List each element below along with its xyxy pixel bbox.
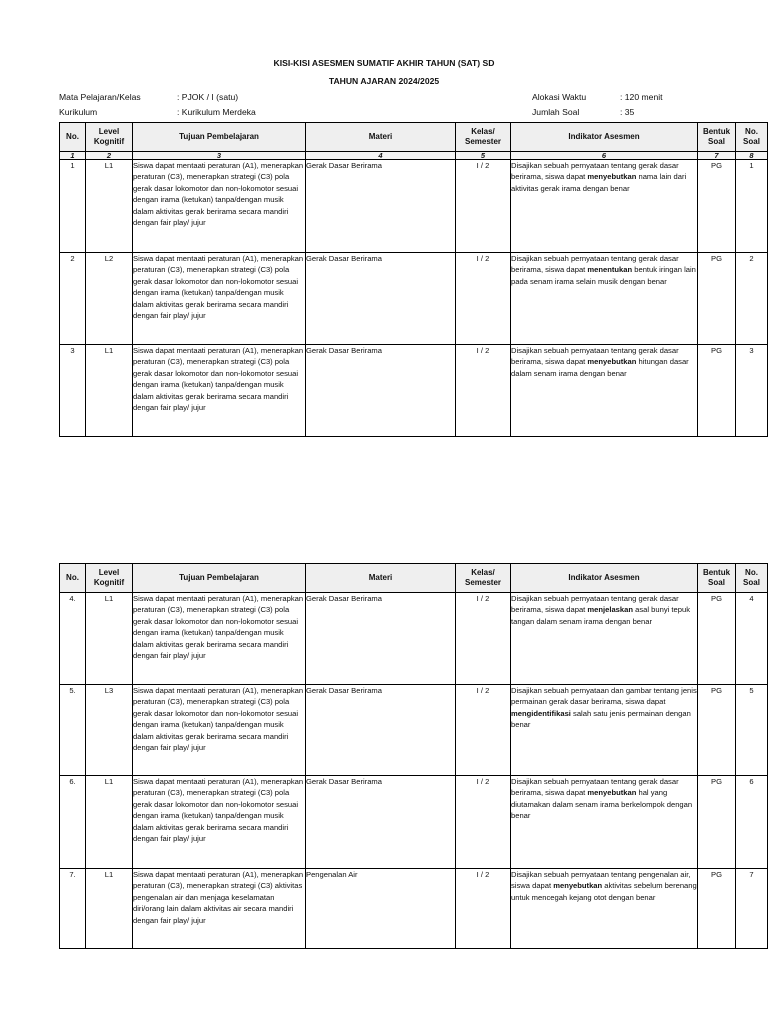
- level-kognitif: L3: [86, 685, 133, 776]
- column-header-level-kognitif: Level Kognitif: [86, 564, 133, 593]
- kisi-table-2: [59, 563, 768, 949]
- kurikulum-label: Kurikulum: [59, 107, 98, 117]
- document-subtitle: TAHUN AJARAN 2024/2025: [328, 76, 440, 86]
- materi: Gerak Dasar Berirama: [306, 593, 456, 685]
- indikator-text: Disajikan sebuah pernyataan tentang gerak dasar berirama, siswa dapat: [511, 346, 679, 367]
- row-number: 3: [60, 345, 86, 437]
- bentuk-soal: PG: [698, 345, 736, 437]
- column-header-no: No.: [60, 564, 86, 593]
- no-soal: 7: [736, 869, 768, 949]
- column-number: 2: [86, 152, 133, 160]
- table-row: [60, 253, 768, 345]
- kelas-semester: I / 2: [456, 345, 511, 437]
- indikator-keyword: menjelaskan: [587, 605, 633, 615]
- header-row: [60, 564, 768, 593]
- level-kognitif: L1: [86, 345, 133, 437]
- indikator-keyword: menentukan: [587, 265, 633, 275]
- indikator-keyword: menyebutkan: [553, 881, 603, 891]
- alokasi-value: : 120 menit: [620, 92, 663, 102]
- bentuk-soal: PG: [698, 685, 736, 776]
- tujuan-pembelajaran: Siswa dapat mentaati peraturan (A1), menerapkan peraturan (C3), menerapkan strategi (C3) aktivitas pengenalan air dan menjaga keselamatan diri/orang lain dalam aktivitas air secara mandiri dengan fair play/ jujur: [133, 869, 306, 949]
- level-kognitif: L1: [86, 869, 133, 949]
- column-header-no-soal: No. Soal: [736, 564, 768, 593]
- indikator-keyword: mengidentifikasi: [511, 708, 571, 718]
- table-row: [60, 869, 768, 949]
- alokasi-label: Alokasi Waktu: [532, 92, 587, 102]
- materi: Gerak Dasar Berirama: [306, 776, 456, 869]
- bentuk-soal: PG: [698, 869, 736, 949]
- row-number: 7.: [60, 869, 86, 949]
- materi: Gerak Dasar Berirama: [306, 685, 456, 776]
- row-number: 2: [60, 253, 86, 345]
- indikator-asesmen: [511, 776, 698, 869]
- kelas-semester: I / 2: [456, 160, 511, 253]
- column-header-materi: Materi: [306, 564, 456, 593]
- indikator-text: nama lain dari aktivitas gerak irama dengan benar: [511, 172, 687, 193]
- tujuan-pembelajaran: Siswa dapat mentaati peraturan (A1), menerapkan peraturan (C3), menerapkan strategi (C3) pola gerak dasar lokomotor dan non-lokomotor sesuai dengan irama (ketukan) tanpa/dengan musik dalam aktivitas gerak berirama secara mandiri dengan fair play/ jujur: [133, 685, 306, 776]
- tujuan-pembelajaran: Siswa dapat mentaati peraturan (A1), menerapkan peraturan (C3), menerapkan strategi (C3) pola gerak dasar lokomotor dan non-lokomotor sesuai dengan irama (ketukan) tanpa/dengan musik dalam aktivitas gerak berirama secara mandiri dengan fair play/ jujur: [133, 776, 306, 869]
- table-row: [60, 776, 768, 869]
- mapel-value: : PJOK / I (satu): [177, 92, 239, 102]
- indikator-text: Disajikan sebuah pernyataan tentang gerak dasar berirama, siswa dapat: [511, 777, 679, 798]
- mapel-label: Mata Pelajaran/Kelas: [59, 92, 141, 102]
- indikator-asesmen: [511, 593, 698, 685]
- tujuan-pembelajaran: Siswa dapat mentaati peraturan (A1), menerapkan peraturan (C3), menerapkan strategi (C3) pola gerak dasar lokomotor dan non-lokomotor sesuai dengan irama (ketukan) tanpa/dengan musik dalam aktivitas gerak berirama secara mandiri dengan fair play/ jujur: [133, 593, 306, 685]
- indikator-text: bentuk iringan lain pada senam irama selain musik dengan benar: [511, 265, 696, 286]
- level-kognitif: L2: [86, 253, 133, 345]
- document-title: KISI-KISI ASESMEN SUMATIF AKHIR TAHUN (SAT) SD: [273, 58, 495, 68]
- kelas-semester: I / 2: [456, 253, 511, 345]
- indikator-asesmen: [511, 345, 698, 437]
- row-number: 6.: [60, 776, 86, 869]
- bentuk-soal: PG: [698, 160, 736, 253]
- table-row: [60, 160, 768, 253]
- kelas-semester: I / 2: [456, 776, 511, 869]
- table-row: [60, 685, 768, 776]
- tujuan-pembelajaran: Siswa dapat mentaati peraturan (A1), menerapkan peraturan (C3), menerapkan strategi (C3) pola gerak dasar lokomotor dan non-lokomotor sesuai dengan irama (ketukan) tanpa/dengan musik dalam aktivitas gerak berirama secara mandiri dengan fair play/ jujur: [133, 345, 306, 437]
- column-header-bentuk-soal: Bentuk Soal: [698, 564, 736, 593]
- indikator-text: Disajikan sebuah pernyataan tentang gerak dasar berirama, siswa dapat: [511, 254, 679, 275]
- materi: Gerak Dasar Berirama: [306, 253, 456, 345]
- indikator-text: Disajikan sebuah pernyataan dan gambar tentang jenis permainan gerak dasar berirama, siswa dapat: [511, 686, 697, 707]
- column-header-bentuk-soal: Bentuk Soal: [698, 123, 736, 152]
- column-number-row: [60, 152, 768, 160]
- column-number: 7: [698, 152, 736, 160]
- column-header-indikator-asesmen: Indikator Asesmen: [511, 123, 698, 152]
- kisi-table-1: [59, 122, 768, 437]
- indikator-keyword: menyebutkan: [587, 788, 637, 798]
- column-header-materi: Materi: [306, 123, 456, 152]
- column-header-no: No.: [60, 123, 86, 152]
- bentuk-soal: PG: [698, 776, 736, 869]
- bentuk-soal: PG: [698, 253, 736, 345]
- indikator-text: salah satu jenis permainan dengan benar: [511, 708, 691, 730]
- table-row: [60, 345, 768, 437]
- column-number: 5: [456, 152, 511, 160]
- indikator-text: Disajikan sebuah pernyataan tentang pengenalan air, siswa dapat: [511, 870, 691, 891]
- indikator-text: hal yang diutamakan dalam senam irama berkelompok dengan benar: [511, 788, 693, 821]
- tujuan-pembelajaran: Siswa dapat mentaati peraturan (A1), menerapkan peraturan (C3), menerapkan strategi (C3) pola gerak dasar lokomotor dan non-lokomotor sesuai dengan irama (ketukan) tanpa/dengan musik dalam aktivitas gerak berirama secara mandiri dengan fair play/ jujur: [133, 253, 306, 345]
- level-kognitif: L1: [86, 160, 133, 253]
- column-header-tujuan-pembelajaran: Tujuan Pembelajaran: [133, 123, 306, 152]
- jumlah-value: : 35: [620, 107, 635, 117]
- indikator-text: Disajikan sebuah pernyataan tentang gerak dasar berirama, siswa dapat: [511, 161, 679, 182]
- materi: Gerak Dasar Berirama: [306, 345, 456, 437]
- indikator-asesmen: [511, 160, 698, 253]
- indikator-text: aktivitas sebelum berenang untuk mencegah kejang otot dengan benar: [511, 881, 697, 902]
- column-header-kelas-semester: Kelas/ Semester: [456, 123, 511, 152]
- level-kognitif: L1: [86, 776, 133, 869]
- no-soal: 4: [736, 593, 768, 685]
- indikator-asesmen: [511, 685, 698, 776]
- row-number: 5.: [60, 685, 86, 776]
- column-header-indikator-asesmen: Indikator Asesmen: [511, 564, 698, 593]
- column-number: 6: [511, 152, 698, 160]
- kelas-semester: I / 2: [456, 685, 511, 776]
- kelas-semester: I / 2: [456, 869, 511, 949]
- no-soal: 6: [736, 776, 768, 869]
- no-soal: 3: [736, 345, 768, 437]
- jumlah-label: Jumlah Soal: [532, 107, 580, 117]
- indikator-keyword: menyebutkan: [587, 172, 637, 182]
- header-row: [60, 123, 768, 152]
- column-header-no-soal: No. Soal: [736, 123, 768, 152]
- table-row: [60, 593, 768, 685]
- indikator-text: Disajikan sebuah pernyataan tentang gerak dasar berirama, siswa dapat: [511, 594, 679, 615]
- indikator-keyword: menyebutkan: [587, 357, 637, 367]
- indikator-text: asal bunyi tepuk tangan dalam senam irama dengan benar: [511, 605, 690, 626]
- column-number: 8: [736, 152, 768, 160]
- materi: Pengenalan Air: [306, 869, 456, 949]
- tujuan-pembelajaran: Siswa dapat mentaati peraturan (A1), menerapkan peraturan (C3), menerapkan strategi (C3) pola gerak dasar lokomotor dan non-lokomotor sesuai dengan irama (ketukan) tanpa/dengan musik dalam aktivitas gerak berirama secara mandiri dengan fair play/ jujur: [133, 160, 306, 253]
- materi: Gerak Dasar Berirama: [306, 160, 456, 253]
- no-soal: 5: [736, 685, 768, 776]
- indikator-asesmen: [511, 253, 698, 345]
- column-number: 4: [306, 152, 456, 160]
- kurikulum-value: : Kurikulum Merdeka: [177, 107, 256, 117]
- column-header-level-kognitif: Level Kognitif: [86, 123, 133, 152]
- level-kognitif: L1: [86, 593, 133, 685]
- row-number: 4.: [60, 593, 86, 685]
- kelas-semester: I / 2: [456, 593, 511, 685]
- column-number: 1: [60, 152, 86, 160]
- column-number: 3: [133, 152, 306, 160]
- column-header-tujuan-pembelajaran: Tujuan Pembelajaran: [133, 564, 306, 593]
- indikator-text: hitungan dasar dalam senam irama dengan benar: [511, 357, 689, 378]
- column-header-kelas-semester: Kelas/ Semester: [456, 564, 511, 593]
- no-soal: 2: [736, 253, 768, 345]
- indikator-asesmen: [511, 869, 698, 949]
- bentuk-soal: PG: [698, 593, 736, 685]
- no-soal: 1: [736, 160, 768, 253]
- row-number: 1: [60, 160, 86, 253]
